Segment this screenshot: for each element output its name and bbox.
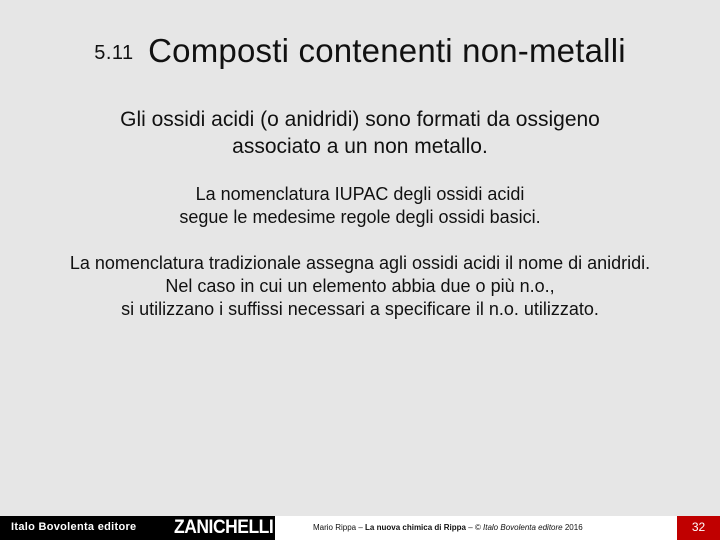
zanichelli-logo: ZANICHELLI — [174, 517, 274, 538]
text-line: associato a un non metallo. — [232, 135, 488, 158]
credit-author: Mario Rippa – — [313, 523, 363, 532]
paragraph-anidridi-definition — [0, 106, 720, 160]
credit-book-title: La nuova chimica di Rippa — [365, 523, 466, 532]
text-line: segue le medesime regole degli ossidi basici. — [179, 207, 541, 227]
text-line: Gli ossidi acidi (o anidridi) sono formati da ossigeno — [120, 108, 600, 131]
text-line: si utilizzano i suffissi necessari a specificare il n.o. utilizzato. — [121, 299, 599, 319]
text-line: La nomenclatura tradizionale assegna agli ossidi acidi il nome di anidridi. — [69, 253, 651, 273]
credit-separator: – — [468, 523, 473, 532]
slide-title — [0, 34, 720, 67]
paragraph-iupac-nomenclature — [0, 183, 720, 229]
footer-bar — [0, 516, 720, 540]
credit-publisher: © Italo Bovolenta editore — [474, 523, 563, 532]
title-text: Composti contenenti non-metalli — [148, 32, 626, 69]
publisher-banner — [0, 516, 275, 540]
text-line: La nomenclatura IUPAC degli ossidi acidi — [195, 184, 525, 204]
publisher-logo: Italo Bovolenta editore — [11, 521, 137, 533]
text-line: Nel caso in cui un elemento abbia due o più n.o., — [165, 276, 555, 296]
credit-year: 2016 — [564, 523, 583, 532]
page-number-badge: 32 — [677, 516, 720, 540]
paragraph-traditional-nomenclature — [0, 252, 720, 321]
section-number: 5.11 — [94, 42, 134, 64]
book-credit — [313, 523, 583, 532]
